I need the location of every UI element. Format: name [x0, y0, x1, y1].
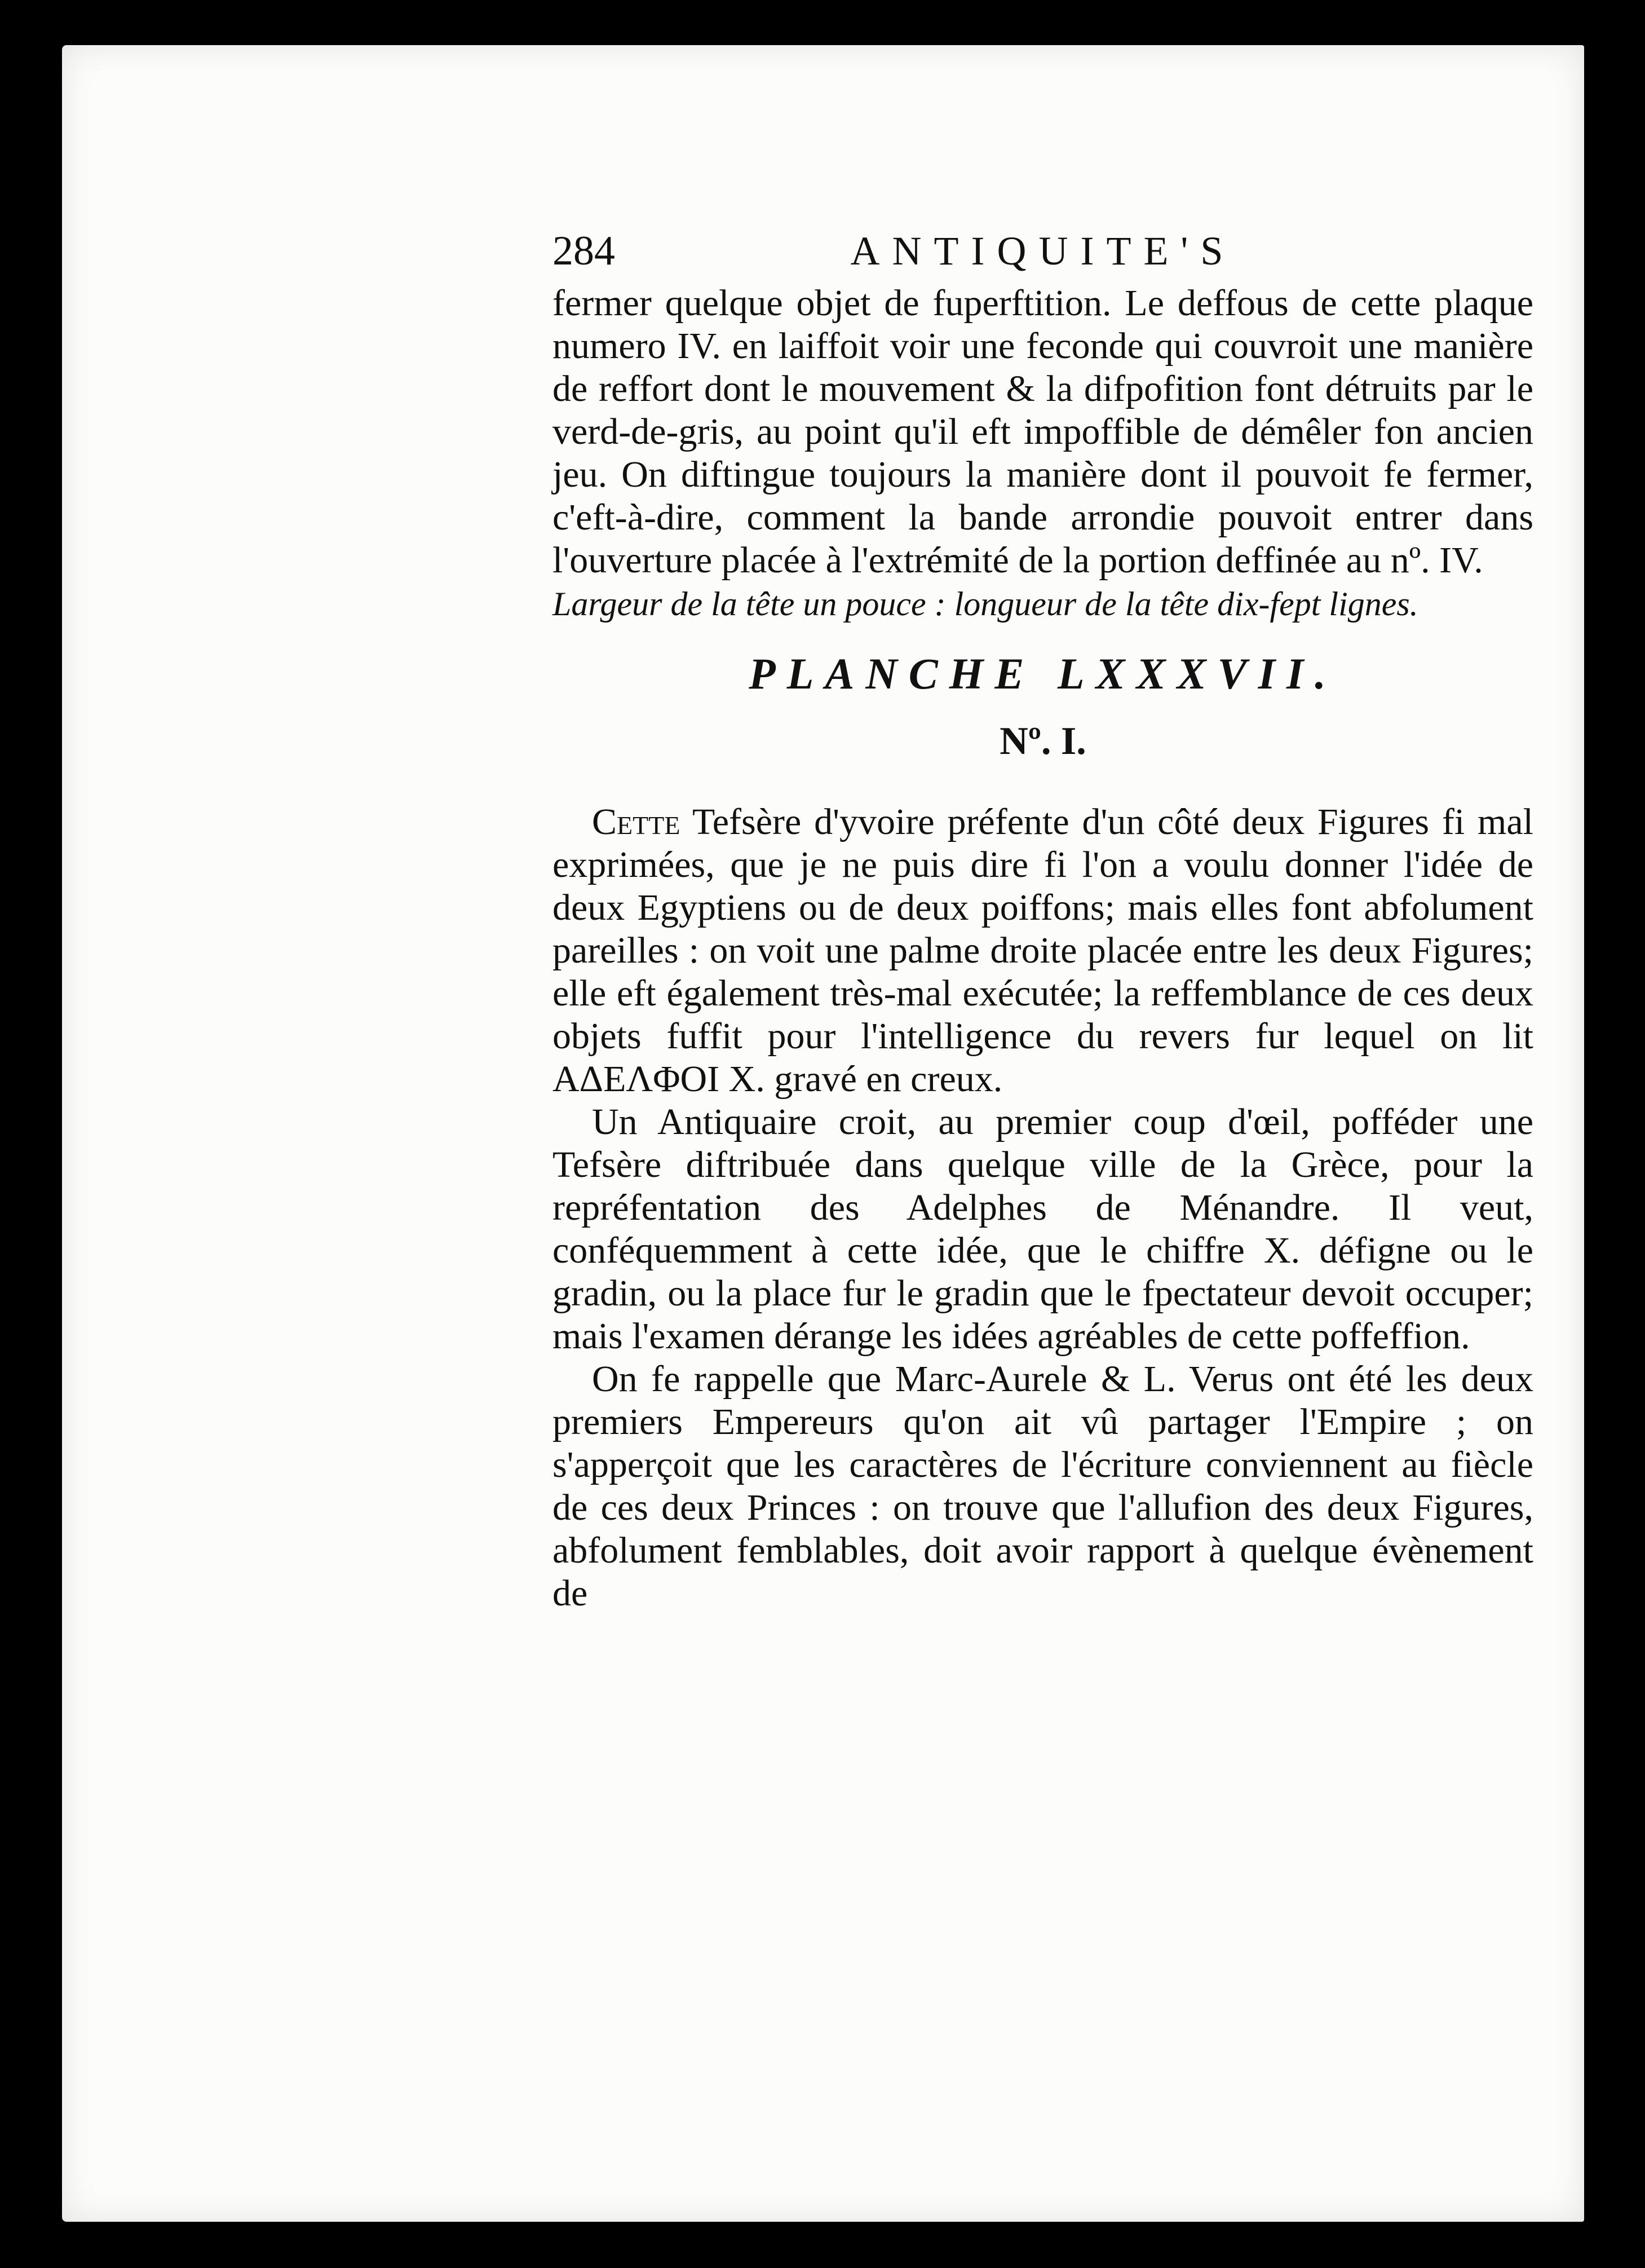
paragraph-1 — [552, 801, 1533, 1101]
page-content — [552, 220, 1533, 1615]
intro-paragraph: fermer quelque objet de fuperftition. Le deffous de cette plaque numero IV. en laiffoit voir une feconde qui couvroit une manière de reffort dont le mouvement & la difpofition font détruits par le verd-de-gris, au point qu'il eft impoffible de démêler fon ancien jeu. On diftingue toujours la manière dont il pouvoit fe fermer, c'eft-à-dire, comment la bande arrondie pouvoit entrer dans l'ouverture placée à l'extrémité de la portion deffinée au nº. IV. — [552, 283, 1533, 581]
paragraph-text: On fe rappelle que Marc-Aurele & L. Verus ont été les deux premiers Empereurs qu'on ait vû partager l'Empire ; on s'apperçoit que les caractères de l'écriture conviennent au fiècle de ces deux Princes : on trouve que l'allufion des deux Figures, abfolument femblables, doit avoir rapport à quelque évènement de — [552, 1358, 1533, 1614]
paragraph-lead: Cette — [592, 801, 680, 842]
paragraph-2 — [552, 1101, 1533, 1358]
book-page — [62, 45, 1584, 2222]
paragraph-text: Tefsère d'yvoire préfente d'un côté deux Figures fi mal exprimées, que je ne puis dire fi l'on a voulu donner l'idée de deux Egyptiens ou de deux poiffons; mais elles font abfolument pareilles : on voit une palme droite placée entre les deux Figures; elle eft également très-mal exécutée; la reffemblance de ces deux objets fuffit pour l'intelligence du revers fur lequel on lit ΑΔΕΛΦΟΙ X. gravé en creux. — [552, 801, 1533, 1100]
page-header — [552, 220, 1533, 282]
plate-title: PLANCHE LXXXVII. — [749, 649, 1337, 698]
paragraph-3 — [552, 1358, 1533, 1615]
page-body — [552, 282, 1533, 1615]
plate-number: Nº. I. — [1000, 720, 1086, 763]
page-number: 284 — [552, 228, 615, 274]
measurement-caption: Largeur de la tête un pouce : longueur de la tête dix-fept lignes. — [552, 585, 1418, 623]
running-title: ANTIQUITE'S — [850, 228, 1236, 273]
paragraph-text: Un Antiquaire croit, au premier coup d'œil, pofféder une Tefsère diftribuée dans quelque ville de la Grèce, pour la repréfentation des Adelphes de Ménandre. Il veut, conféquemment à cette idée, que le chiffre X. défigne ou le gradin, ou la place fur le gradin que le fpectateur devoit occuper; mais l'examen dérange les idées agréables de cette poffeffion. — [552, 1101, 1533, 1357]
